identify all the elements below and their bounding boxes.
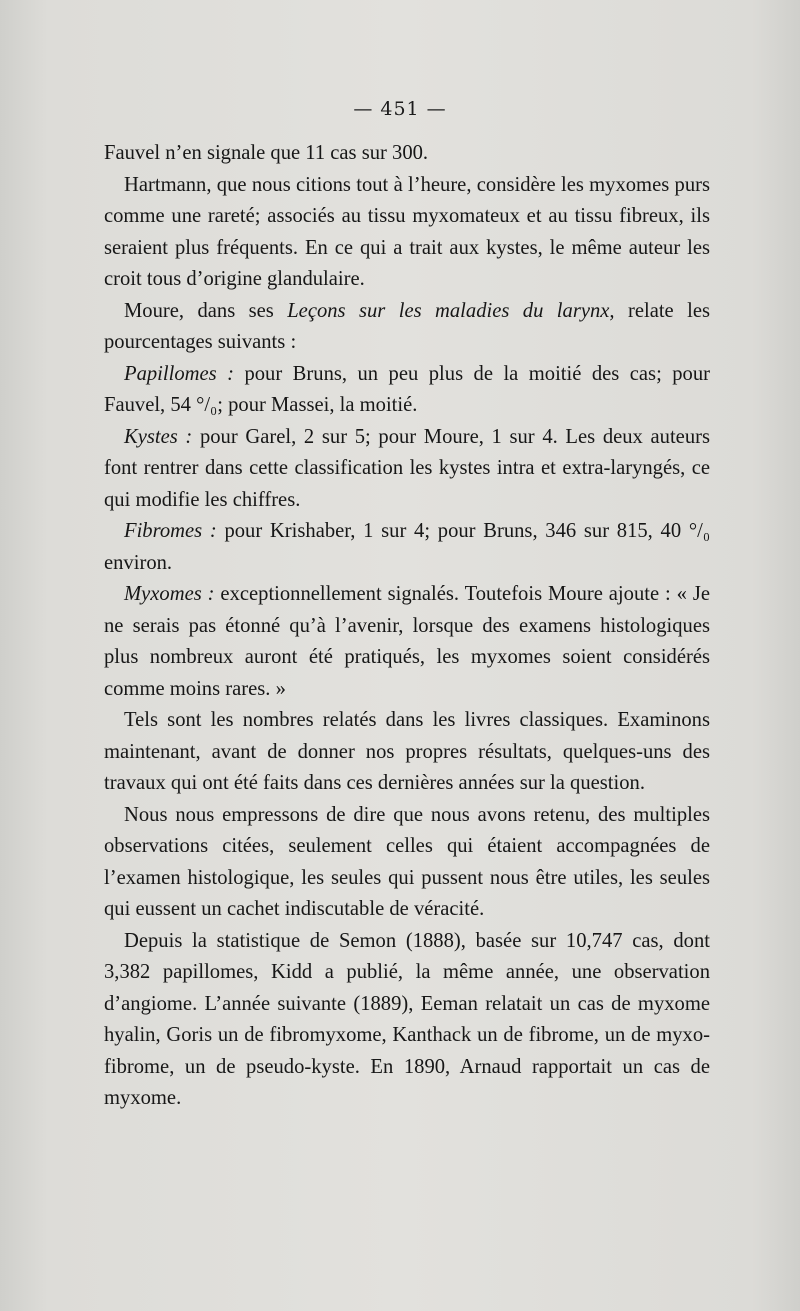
paragraph-2: Hartmann, que nous citions tout à l’heure, considère les myxomes purs comme une rareté; associés au tissu myxomateux et au tissu fibreux, ils seraient plus fréquents. En ce qui a trait aux kystes, le même auteur les croit tous d’origine glandulaire.: [104, 173, 710, 290]
paragraph-3: Moure, dans ses Leçons sur les maladies du larynx, relate les pourcentages suivants :: [104, 299, 710, 353]
book-title: Leçons sur les maladies du larynx,: [287, 299, 615, 322]
paragraph-1: Fauvel n’en signale que 11 cas sur 300.: [104, 142, 429, 164]
paragraph-9: Nous nous empressons de dire que nous avons retenu, des multiples observations citées, seulement celles qui étaient accompagnées de l’examen histologique, les seules qui pussent nous être utiles, les seules qui eussent un cachet indiscutable de véracité.: [104, 803, 710, 920]
paragraph-papillomes: Papillomes : pour Bruns, un peu plus de la moitié des cas; pour Fauvel, 54 °/₀; pour Massei, la moitié.: [104, 362, 711, 416]
page-number: — 451 —: [353, 98, 447, 120]
paragraph-8: Tels sont les nombres relatés dans les livres classiques. Examinons maintenant, avant de donner nos propres résultats, quelques-uns des travaux qui ont été faits dans ces dernières années sur la question.: [104, 709, 710, 794]
term-fibromes: Fibromes :: [124, 520, 217, 542]
paragraph-fibromes: Fibromes : pour Krishaber, 1 sur 4; pour Bruns, 346 sur 815, 40 °/₀ environ.: [104, 520, 710, 574]
body-text: [104, 138, 710, 1115]
paragraph-10: Depuis la statistique de Semon (1888), basée sur 10,747 cas, dont 3,382 papillomes, Kidd a publié, la même année, une observation d’angiome. L’année suivante (1889), Eeman relatait un cas de myxome hyalin, Goris un de fibromyxome, Kanthack un de fibrome, un de myxo-fibrome, un de pseudo-kyste. En 1890, Arnaud rapportait un cas de myxome.: [104, 929, 710, 1109]
term-myxomes: Myxomes :: [124, 583, 215, 605]
term-kystes: Kystes :: [124, 425, 193, 448]
paragraph-myxomes: Myxomes : exceptionnellement signalés. Toutefois Moure ajoute : « Je ne serais pas étonné qu’à l’avenir, lorsque des examens histologiques plus nombreux auront été pratiqués, les myxomes soient considérés comme moins rares. »: [104, 583, 710, 700]
paragraph-kystes: Kystes : pour Garel, 2 sur 5; pour Moure, 1 sur 4. Les deux auteurs font rentrer dans cette classification les kystes intra et extra-laryngés, ce qui modifie les chiffres.: [104, 425, 710, 511]
term-papillomes: Papillomes :: [124, 362, 234, 385]
